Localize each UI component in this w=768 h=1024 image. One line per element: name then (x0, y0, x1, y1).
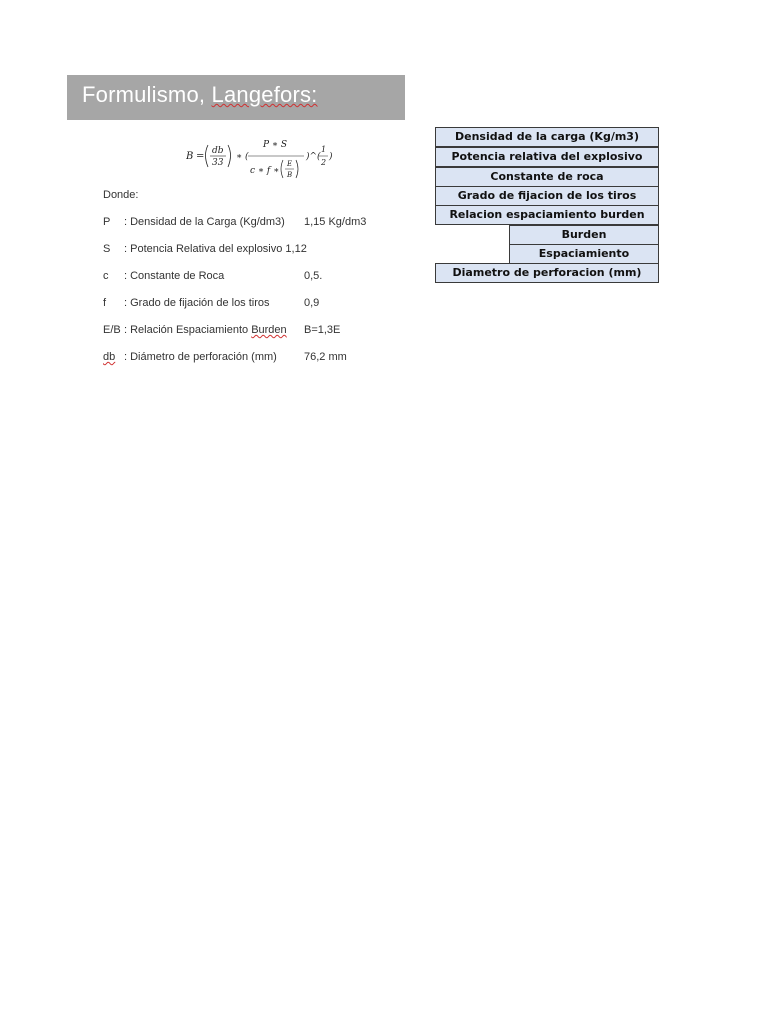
formula-exp-den: 2 (321, 158, 327, 167)
table-cell: Potencia relativa del explosivo (435, 147, 659, 167)
var-description-prefix: : Relación Espaciamiento (124, 324, 252, 336)
formula-e: E (287, 160, 293, 168)
svg-text:=: = (196, 151, 205, 162)
formula-exp-num: 1 (321, 145, 327, 154)
var-symbol: db (103, 351, 116, 363)
donde-label: Donde: (103, 189, 139, 201)
formula-b: B (287, 171, 293, 179)
table-cell: Burden (509, 225, 659, 245)
table-cell: Densidad de la carga (Kg/m3) (435, 127, 659, 147)
page-title (82, 82, 318, 108)
svg-text:): ) (329, 152, 333, 162)
title-banner (67, 75, 405, 120)
table-cell: Constante de roca (435, 167, 659, 187)
table-cell: Espaciamiento (509, 244, 659, 264)
var-value: 1,15 Kg/dm3 (304, 216, 367, 228)
var-description: : Constante de Roca (124, 270, 225, 282)
var-description: : Densidad de la Carga (Kg/dm3) (124, 216, 285, 228)
formula-numerator: P ∗ S (263, 140, 288, 150)
var-value: B=1,3E (304, 324, 341, 336)
var-description: : Grado de fijación de los tiros (124, 297, 270, 309)
svg-text:)^(: )^( (306, 152, 321, 162)
formula-db-numerator: db (212, 146, 224, 156)
var-description: : Potencia Relativa del explosivo 1,12 (124, 243, 307, 255)
var-value: 76,2 mm (304, 351, 347, 363)
table-cell: Relacion espaciamiento burden (435, 205, 659, 225)
var-description: : Diámetro de perforación (mm) (124, 351, 277, 363)
var-value: 0,5. (304, 270, 323, 282)
formula-denominator: c ∗ f ∗ (250, 166, 280, 176)
title-underlined-text: Langefors: (211, 82, 318, 107)
langefors-formula (186, 133, 336, 183)
var-description-underlined: Burden (251, 324, 287, 336)
var-symbol: c (103, 270, 109, 282)
var-symbol: S (103, 243, 111, 255)
var-symbol: f (103, 297, 107, 309)
var-description (124, 324, 287, 336)
svg-text:∗ (: ∗ ( (236, 152, 249, 162)
var-symbol: E/B (103, 324, 121, 336)
formula-lhs: B (186, 151, 194, 162)
title-text: Formulismo, (82, 82, 212, 107)
table-cell: Diametro de perforacion (mm) (435, 263, 659, 283)
var-symbol: P (103, 216, 111, 228)
table-cell: Grado de fijacion de los tiros (435, 186, 659, 206)
formula-db-denominator: 33 (212, 158, 224, 168)
var-value: 0,9 (304, 297, 320, 309)
